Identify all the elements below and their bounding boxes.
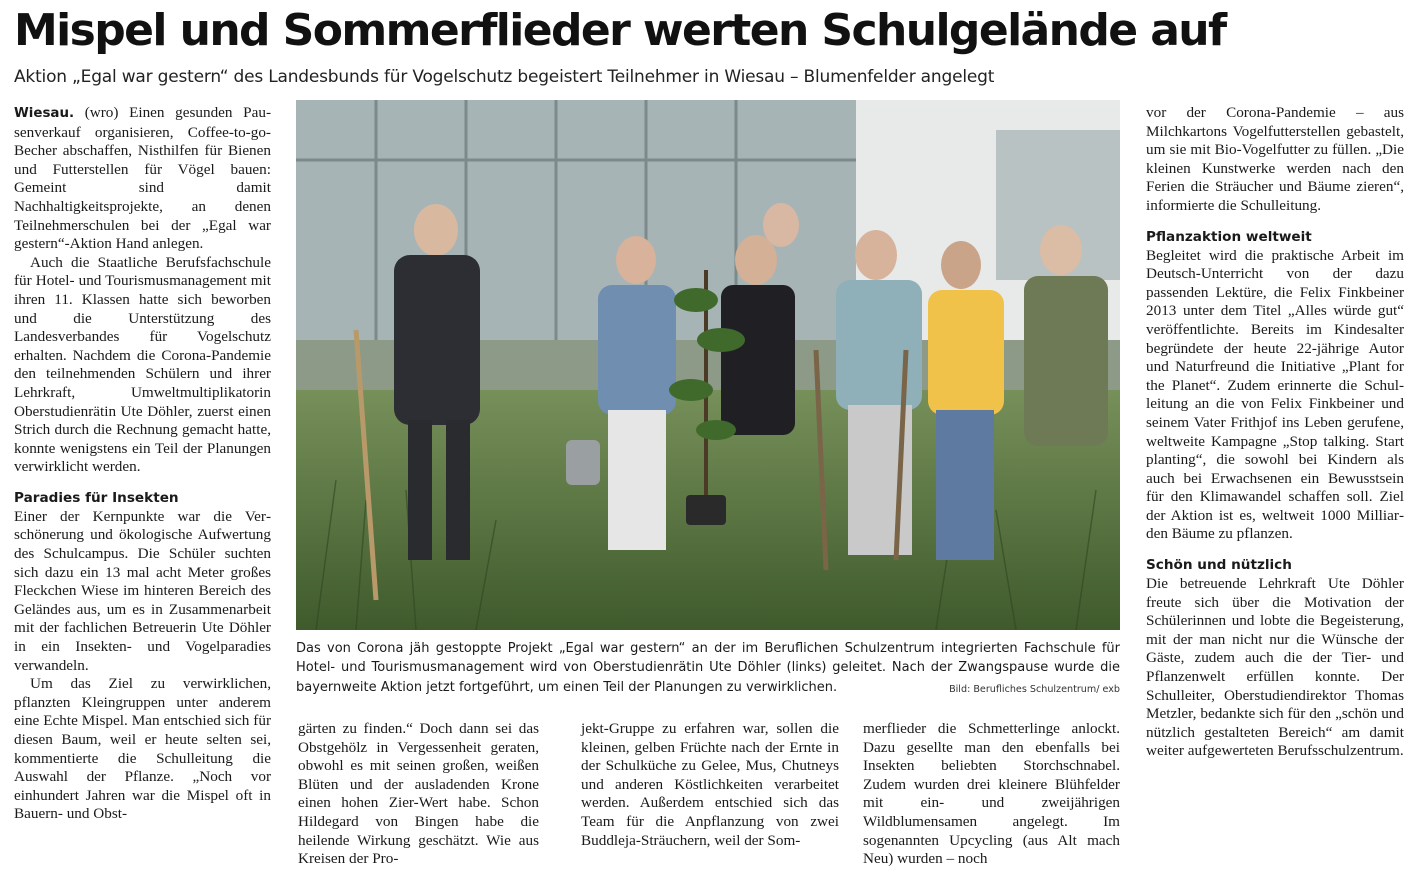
- section-heading: Paradies für Insekten: [14, 489, 179, 506]
- group-photo-illustration: [296, 100, 1120, 630]
- article-column-2: [298, 720, 539, 869]
- paragraph: merflieder die Schmetterlinge anlockt. Dazu gesellte man den ebenfalls bei Insekten beliebten Storchschnabel. Zudem wurden drei kleinere Blühfelder mit ein- und zweijährigen Wildblumensamen angelegt. Im sogenannten Upcycling (aus Alt mach Neu) wurden – noch: [863, 720, 1120, 868]
- article-photo: [296, 100, 1120, 630]
- paragraph: gärten zu finden.“ Doch dann sei das Obstgehölz in Vergessenheit geraten, obwohl es mit seinen großen, weißen Blüten und der ausladenden Krone einen hohen Zier-Wert habe. Schon Hildegard von Bingen habe die heilende Wirkung geschätzt. Wie aus Kreisen der Pro-: [298, 720, 539, 868]
- paragraph: jekt-Gruppe zu erfahren war, sollen die kleinen, gelben Früchte nach der Ernte in der Schulküche zu Gelee, Mus, Chutneys und anderen Köstlichkeiten verarbeitet werden. Außerdem entschied sich das Team für die Anpflanzung von zwei Buddleja-Sträuchern, weil der Som-: [581, 720, 839, 849]
- article-column-1: [14, 104, 271, 824]
- article-column-4: [863, 720, 1120, 869]
- dateline: Wiesau.: [14, 106, 75, 121]
- article-column-5: [1146, 104, 1404, 761]
- photo-caption: Das von Corona jäh gestoppte Projekt „Egal war gestern“ an der im Beruflichen Schulzentrum integrierten Fachschule für Hotel- und Tourismusmanagement wird von Oberstudienrätin Ute Döhler (links) geleitet. Nach der Zwangspause wurde die bayernweite Aktion jetzt fortgeführt, um einen Teil der Planungen zu verwirklichen.: [296, 641, 1120, 695]
- headline: Mispel und Sommerflieder werten Schulgelände auf: [14, 5, 1226, 56]
- paragraph: vor der Corona-Pandemie – aus Milchkartons Vogelfutterstellen gebastelt, um sie mit Bio-Vogelfutter zu füllen. „Die kleinen Kunstwerke werden nach den Ferien die Sträucher und Bäume zieren“, informierte die Schulleitung.: [1146, 104, 1404, 214]
- paragraph: Die betreuende Lehrkraft Ute Döhler freute sich über die Motivation der Schülerinnen und lobte die Begeisterung, mit der man nicht nur die Wünsche der Gäste, zudem auch die der Tier- und Pflanzenwelt erfüllen konnte. Der Schulleiter, Oberstudiendirektor Thomas Metzler, bedankte sich für den „schön und nützlich gestalteten Bereich“ am damit weiter aufgewerteten Berufsschulzentrum.: [1146, 575, 1404, 760]
- article-column-3: [581, 720, 839, 850]
- section-heading: Schön und nützlich: [1146, 557, 1292, 574]
- paragraph: Einer der Kernpunkte war die Verschönerung und ökologische Aufwertung des Schulcampus. Die Schüler suchten sich dazu ein 13 mal acht Meter großes Fleckchen Wiese im hinteren Bereich des Geländes aus, um es in Zusammenarbeit mit der fachlichen Betreuerin Ute Döhler in ein Insekten- und Vogelparadies verwandeln.: [14, 507, 271, 674]
- paragraph: Auch die Staatliche Berufsfachschule für Hotel- und Tourismusmanagement mit ihren 11. Klassen hatte sich beworben und die Unterstützung des Landesverbandes für Vogelschutz erhalten. Nachdem die Corona-Pandemie den teilnehmenden Schülern und ihrer Lehrkraft, Umweltmultiplikatorin Oberstudienrätin Ute Döhler, zuerst einen Strich durch die Rechnung gemacht hatte, konnte wenigstens ein Teil der Planungen verwirklicht werden.: [14, 253, 271, 476]
- paragraph: Um das Ziel zu verwirklichen, pflanzten Kleingruppen unter anderem eine Echte Mispel. Man entschied sich für diesen Baum, weil er heute selten sei, kommentierte die Schulleitung die Auswahl der Pflanze. „Noch vor einhundert Jahren war die Mispel oft in Bauern- und Obst-: [14, 675, 271, 823]
- paragraph: Begleitet wird die praktische Arbeit im Deutsch-Unterricht von der dazu passenden Lektüre, die Felix Finkbeiner 2013 unter dem Titel „Alles würde gut“ veröffentlichte. Bereits im Kindesalter begründete der heute 22-jährige Autor und Naturfreund die Initiative „Plant for the Planet“. Zudem erinnerte die Schulleitung an die von Felix Finkbeiner und seinem Vater Frithjof ins Leben gerufene, weltweite Kampagne „Stop talking. Start planting“, die sowohl bei Kindern als auch bei Erwachsenen ein Bewusstsein für den Klimawandel schaffen soll. Ziel der Aktion ist es, weltweit 1000 Milliarden Bäume zu pflanzen.: [1146, 246, 1404, 543]
- paragraph-text: (wro) Einen gesunden Pausenverkauf organisieren, Coffee-to-go-Becher abschaffen, Nisthilfen für Bienen und Futterstellen für Vögel bauen: Gemeint sind damit Nachhaltigkeitsprojekte, an denen Teilnehmerschulen bei der „Egal war gestern“-Aktion Hand anlegen.: [14, 104, 271, 253]
- section-heading: Pflanzaktion weltweit: [1146, 228, 1312, 245]
- photo-credit: Bild: Berufliches Schulzentrum/ exb: [949, 684, 1120, 695]
- subheadline: Aktion „Egal war gestern“ des Landesbunds für Vogelschutz begeistert Teilnehmer in Wiesau – Blumenfelder angelegt: [14, 67, 995, 87]
- paragraph: [14, 104, 271, 254]
